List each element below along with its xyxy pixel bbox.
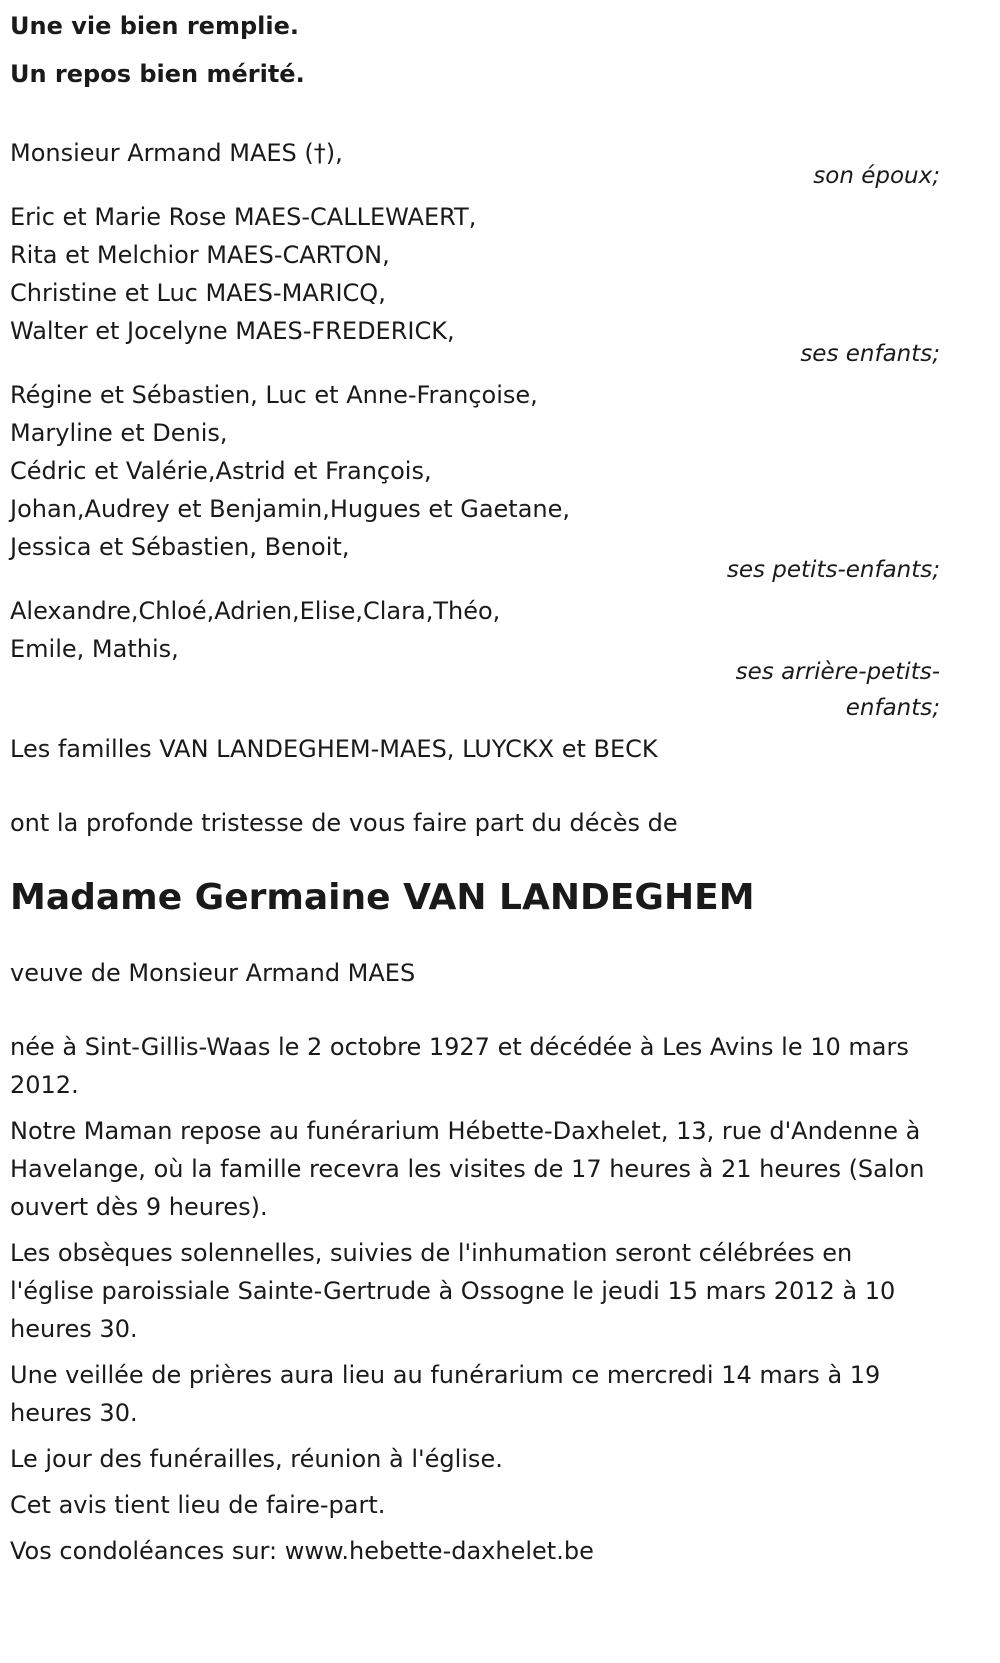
- grandchildren-role: ses petits-enfants;: [726, 557, 940, 583]
- notice-paragraph: Cet avis tient lieu de faire-part.: [10, 1491, 386, 1519]
- children-line: Rita et Melchior MAES-CARTON,: [10, 241, 390, 269]
- obituary-notice: [10, 0, 940, 1578]
- children-block: [10, 198, 940, 372]
- grandchildren-line: Maryline et Denis,: [10, 419, 228, 447]
- grandchildren-line: Johan,Audrey et Benjamin,Hugues et Gaetane,: [10, 495, 571, 523]
- motto-line-1: Une vie bien remplie.: [10, 12, 299, 40]
- great-grandchildren-line: Emile, Mathis,: [10, 635, 179, 663]
- grandchildren-line: Jessica et Sébastien, Benoit,: [10, 533, 350, 561]
- visitation-paragraph: Notre Maman repose au funérarium Hébette-Daxhelet, 13, rue d'Andenne à Havelange, où la famille recevra les visites de 17 heures à 21 heures (Salon ouvert dès 9 heures).: [10, 1117, 925, 1221]
- spouse-line: Monsieur Armand MAES (†),: [10, 139, 343, 167]
- deceased-name: Madame Germaine VAN LANDEGHEM: [10, 877, 755, 918]
- great-grandchildren-line: Alexandre,Chloé,Adrien,Elise,Clara,Théo,: [10, 597, 501, 625]
- children-line: Eric et Marie Rose MAES-CALLEWAERT,: [10, 203, 477, 231]
- children-line: Christine et Luc MAES-MARICQ,: [10, 279, 386, 307]
- grandchildren-line: Cédric et Valérie,Astrid et François,: [10, 457, 432, 485]
- great-grandchildren-block: [10, 592, 940, 726]
- grandchildren-block: [10, 376, 940, 588]
- announcement-line: ont la profonde tristesse de vous faire part du décès de: [10, 809, 678, 837]
- children-role: ses enfants;: [800, 341, 940, 367]
- great-grandchildren-role: ses arrière-petits-enfants;: [735, 659, 940, 721]
- funeral-paragraph: Les obsèques solennelles, suivies de l'inhumation seront célébrées en l'église paroissiale Sainte-Gertrude à Ossogne le jeudi 15 mars 2012 à 10 heures 30.: [10, 1239, 896, 1343]
- motto-line-2: Un repos bien mérité.: [10, 60, 305, 88]
- vigil-paragraph: Une veillée de prières aura lieu au funérarium ce mercredi 14 mars à 19 heures 30.: [10, 1361, 881, 1427]
- families-line: Les familles VAN LANDEGHEM-MAES, LUYCKX et BECK: [10, 735, 658, 763]
- meeting-paragraph: Le jour des funérailles, réunion à l'église.: [10, 1445, 503, 1473]
- widow-of-line: veuve de Monsieur Armand MAES: [10, 959, 416, 987]
- children-line: Walter et Jocelyne MAES-FREDERICK,: [10, 317, 455, 345]
- spouse-block: [10, 134, 940, 194]
- condolences-paragraph: Vos condoléances sur: www.hebette-daxhelet.be: [10, 1537, 594, 1565]
- grandchildren-line: Régine et Sébastien, Luc et Anne-Françoise,: [10, 381, 538, 409]
- spouse-role: son époux;: [813, 163, 940, 189]
- birth-death-paragraph: née à Sint-Gillis-Waas le 2 octobre 1927 et décédée à Les Avins le 10 mars 2012.: [10, 1033, 909, 1099]
